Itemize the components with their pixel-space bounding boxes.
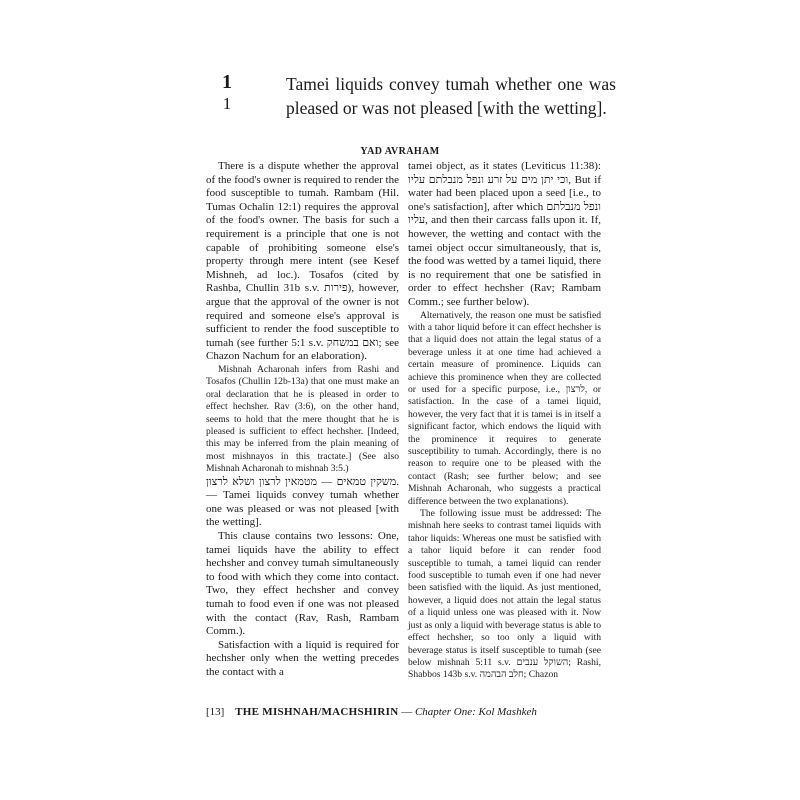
paragraph: Satisfaction with a liquid is required for hechsher only when the wetting precedes the contact with a: [206, 638, 399, 678]
footer-separator: —: [398, 706, 415, 718]
paragraph: The following issue must be addressed: The mishnah here seeks to contrast tamei liquids with tahor liquids: Whereas one must be satisfied with a tahor liquid before it can render food susceptible to tumah, a tamei liquid can render food susceptible to tumah even if one had never been satisfied with the liquid. As just mentioned, however, a liquid does not attain the legal status of a liquid unless one was pleased with it. Now just as only a liquid with beverage status is able to effect hechsher, so too only a liquid with beverage status is itself susceptible to tumah (see below mishnah 5:11 s.v. השוקל ענבים; Rashi, Shabbos 143b s.v. חלב הבהמה; Chazon: [408, 508, 601, 681]
commentary-right-column: [408, 160, 601, 682]
section-heading: YAD AVRAHAM: [360, 146, 440, 157]
chapter-number: 1: [222, 71, 232, 93]
paragraph: Alternatively, the reason one must be satisfied with a tahor liquid before it can effect hechsher is that a liquid does not attain the legal status of a beverage unless it at one time had achieved a certain measure of prominence. Liquids can achieve this prominence when they are collected or used for a specific purpose, i.e., לרצון, or satisfaction. In the case of a tamei liquid, however, the very fact that it is tamei is in itself a significant factor, which endows the liquid with the prominence it requires to generate susceptibility to tumah. Accordingly, there is no reason to require one to be pleased with the contact (Rash; see further below; and see Mishnah Acharonah, who suggests a practical difference between the two explanations).: [408, 309, 601, 507]
chapter-title: Chapter One: Kol Mashkeh: [414, 706, 537, 718]
page-number: [13]: [206, 706, 225, 718]
paragraph: Mishnah Acharonah infers from Rashi and Tosafos (Chullin 12b-13a) that one must make an oral declaration that he is pleased in order to effect hechsher. Rav (3:6), on the other hand, seems to hold that the mere thought that he is pleased is sufficient to effect hechsher. [Indeed, this may be inferred from the plain meaning of most mishnayos in this tractate.] (See also Mishnah Acharonah to mishnah 3:5.): [206, 363, 399, 475]
paragraph: There is a dispute whether the approval of the food's owner is required to render the food susceptible to tumah. Rambam (Hil. Tumas Ochalin 12:1) requires the approval of the food's owner. The basis for such a requirement is a principle that one is not capable of prohibiting someone else's property through mere intent (see Kesef Mishneh, ad loc.). Tosafos (cited by Rashba, Chullin 31b s.v. פירות), however, argue that the approval of the owner is not required and someone else's approval is sufficient to render the food susceptible to tumah (see further 5:1 s.v. ואם במשחק; see Chazon Nachum for an elaboration).: [206, 160, 399, 363]
page-footer: [206, 706, 606, 718]
paragraph: tamei object, as it states (Leviticus 11:38): וכי יתן מים על זרע ונפל מנבלתם עליו, But if water had been placed upon a seed [i.e., to one's satisfaction], after which ונפל מנבלתם עליו, and then their carcass falls upon it. If, however, the wetting and contact with the tamei object occur simultaneously, that is, the food was wetted by a tamei liquid, there is no requirement that one be satisfied in order to effect hechsher (Rav; Rambam Comm.; see further below).: [408, 160, 602, 308]
paragraph: This clause contains two lessons: One, tamei liquids have the ability to effect hechsher and convey tumah simultaneously to food with which they come into contact. Two, they effect hechsher and convey tumah to food even if one was not pleased with the contact (Rav, Rash, Rambam Comm.).: [206, 529, 399, 638]
mishnah-text: Tamei liquids convey tumah whether one was pleased or was not pleased [with the wetting].: [286, 74, 616, 118]
mishnah-number-lower: 1: [222, 94, 232, 113]
mishnah-number: [212, 70, 242, 114]
paragraph: משקין טמאים — מטמאין לרצון ושלא לרצון. — Tamei liquids convey tumah whether one was pleased or was not pleased [with the wetting].: [206, 475, 399, 529]
running-title: THE MISHNAH/MACHSHIRIN: [235, 706, 399, 718]
commentary-left-column: [206, 160, 399, 679]
